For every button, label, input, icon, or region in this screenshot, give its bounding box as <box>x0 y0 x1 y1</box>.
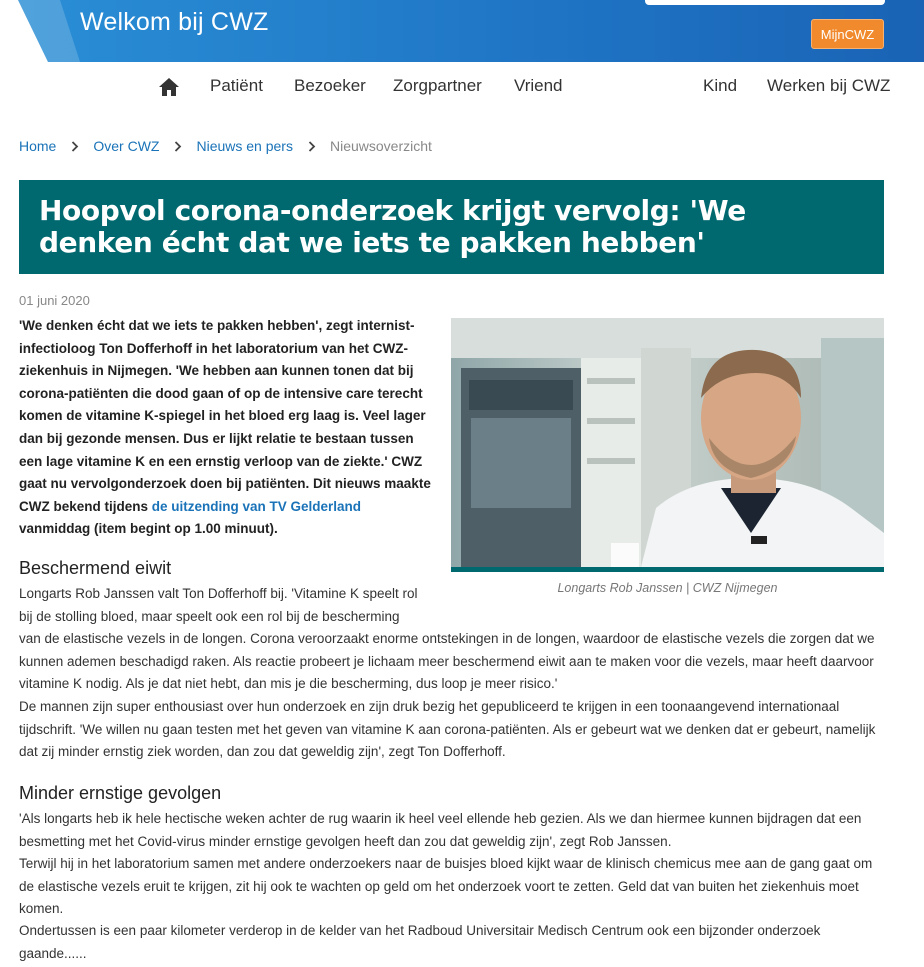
site-title[interactable]: Welkom bij CWZ <box>80 8 269 36</box>
breadcrumb-over-cwz[interactable]: Over CWZ <box>93 138 160 154</box>
breadcrumb <box>19 138 432 154</box>
article-intro <box>19 315 434 541</box>
section2-paragraph2: Terwijl hij in het laboratorium samen met andere onderzoekers naar de buisjes bloed kijkt waar de klinisch chemicus mee aan de gang gaat om de elastische vezels eruit te krijgen, zit hij ook te wachten op geld om het onderzoek voort te zetten. Geld dat van buiten het ziekenhuis moet komen. <box>19 856 873 917</box>
section2-paragraph3: Ondertussen is een paar kilometer verderop in de kelder van het Radboud Universitair Medisch Centrum ook een bijzonder onderzoek gaande...... <box>19 923 821 961</box>
nav-item-bezoeker[interactable]: Bezoeker <box>294 76 366 95</box>
breadcrumb-home[interactable]: Home <box>19 138 57 154</box>
section1-paragraph1-line2: bij de stolling bloed, maar speelt ook een rol bij de bescherming <box>19 608 400 624</box>
home-icon[interactable] <box>158 77 180 97</box>
article-photo <box>451 318 884 572</box>
nav-item-kind[interactable]: Kind <box>703 76 738 95</box>
section1-paragraph2: De mannen zijn super enthousiast over hun onderzoek en zijn druk bezig het gepubliceerd te krijgen in een toonaangevend internationaal tijdschrift. 'We willen nu gaan testen met het geven van vitamine K aan corona-patiënten. Als er gebeurt wat we denken dat er gebeurt, namelijk dat zij minder ernstig ziek worden, dan zou dat geweldig zijn', zegt Ton Dofferhoff. <box>19 699 876 760</box>
main-navigation <box>0 76 924 100</box>
nav-item-werken-bij-cwz[interactable]: Werken bij CWZ <box>767 76 891 95</box>
section-heading-minder-ernstige-gevolgen: Minder ernstige gevolgen <box>19 783 222 803</box>
search-input[interactable] <box>645 0 885 5</box>
chevron-right-icon <box>174 141 182 152</box>
article-title-block <box>19 180 884 274</box>
section1-paragraph1-rest: van de elastische vezels in de longen. Corona veroorzaakt enorme ontstekingen in de longen, waardoor de elastische vezels die zorgen dat we kunnen ademen beschadigd raken. Als reactie probeert je lichaam meer beschermend eiwit aan te maken voor die vezels, maar heeft daarvoor vitamine K nodig. Als je dat niet hebt, dan mis je die bescherming, dus loop je meer risico.' <box>19 631 875 692</box>
chevron-right-icon <box>71 141 79 152</box>
mijn-cwz-button[interactable]: MijnCWZ <box>811 19 884 49</box>
breadcrumb-nieuws-en-pers[interactable]: Nieuws en pers <box>196 138 293 154</box>
section-heading-beschermend-eiwit: Beschermend eiwit <box>19 558 172 578</box>
nav-item-patient[interactable]: Patiënt <box>210 76 263 95</box>
breadcrumb-current: Nieuwsoverzicht <box>329 138 432 154</box>
nav-item-vriend[interactable]: Vriend <box>514 76 563 95</box>
image-caption: Longarts Rob Janssen | CWZ Nijmegen <box>557 581 778 595</box>
article-date: 01 juni 2020 <box>19 293 90 308</box>
article-title: Hoopvol corona-onderzoek krijgt vervolg: 'We denken écht dat we iets te pakken hebben' <box>39 194 746 259</box>
intro-text-end: vanmiddag (item begint op 1.00 minuut). <box>19 521 278 537</box>
section1-paragraph1-line1: Longarts Rob Janssen valt Ton Dofferhoff bij. 'Vitamine K speelt rol <box>19 586 418 601</box>
chevron-right-icon <box>308 141 316 152</box>
tv-gelderland-link[interactable]: de uitzending van TV Gelderland <box>151 498 362 514</box>
nav-item-zorgpartner[interactable]: Zorgpartner <box>393 76 482 95</box>
section2-paragraph1: 'Als longarts heb ik hele hectische weken achter de rug waarin ik heel veel ellende heb gezien. Als we dan hiermee kunnen bijdragen dat een besmetting met het Covid-virus minder ernstige gevolgen heeft dan zou dat geweldig zijn', zegt Rob Janssen. <box>19 811 862 849</box>
intro-text: 'We denken écht dat we iets te pakken hebben', zegt internist-infectioloog Ton Dofferhoff in het laboratorium van het CWZ-ziekenhuis in Nijmegen. 'We hebben aan kunnen tonen dat bij corona-patiënten die dood gaan of op de intensive care terecht komen de vitamine K-spiegel in het bloed erg laag is. Veel lager dan bij gezonde mensen. Dus er lijkt relatie te bestaan tussen een lage vitamine K en een ernstig verloop van de ziekte.' CWZ gaat nu vervolgonderzoek doen bij patiënten. Dit nieuws maakte CWZ bekend tijdens <box>19 318 431 514</box>
site-header <box>0 0 924 62</box>
